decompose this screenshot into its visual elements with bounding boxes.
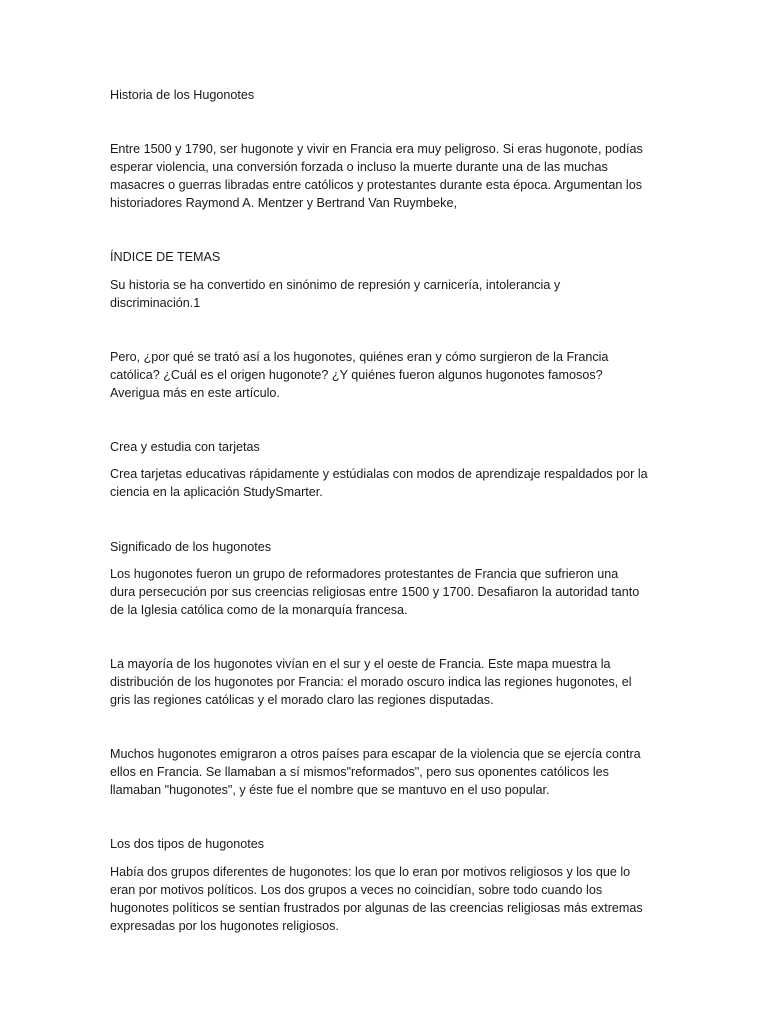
intro-line: historiadores Raymond A. Mentzer y Bertrand Van Ruymbeke, <box>110 196 457 210</box>
meaning-line: Los hugonotes fueron un grupo de reformadores protestantes de Francia que sufrieron una <box>110 567 619 581</box>
quote-line: discriminación.1 <box>110 296 201 310</box>
types-line: eran por motivos políticos. Los dos grupos a veces no coincidían, sobre todo cuando los <box>110 883 603 897</box>
emigration-line: Muchos hugonotes emigraron a otros países para escapar de la violencia que se ejercía contra <box>110 747 641 761</box>
index-heading: ÍNDICE DE TEMAS <box>110 250 221 264</box>
intro-line: esperar violencia, una conversión forzada o incluso la muerte durante una de las muchas <box>110 160 608 174</box>
cards-heading: Crea y estudia con tarjetas <box>110 440 260 454</box>
meaning-heading: Significado de los hugonotes <box>110 540 272 554</box>
types-line: hugonotes políticos se sentían frustrados por algunas de las creencias religiosas más extremas <box>110 901 643 915</box>
emigration-line: ellos en Francia. Se llamaban a sí mismos"reformados", pero sus oponentes católicos les <box>110 765 609 779</box>
types-line: expresadas por los hugonotes religiosos. <box>110 919 339 933</box>
meaning-line: dura persecución por sus creencias religiosas entre 1500 y 1700. Desafiaron la autoridad tanto <box>110 585 640 599</box>
map-line: La mayoría de los hugonotes vivían en el sur y el oeste de Francia. Este mapa muestra la <box>110 657 611 671</box>
map-line: gris las regiones católicas y el morado claro las regiones disputadas. <box>110 693 494 707</box>
questions-line: Pero, ¿por qué se trató así a los hugonotes, quiénes eran y cómo surgieron de la Francia <box>110 350 609 364</box>
cards-line: ciencia en la aplicación StudySmarter. <box>110 485 323 499</box>
types-line: Había dos grupos diferentes de hugonotes: los que lo eran por motivos religiosos y los que lo <box>110 865 631 879</box>
emigration-line: llamaban "hugonotes", y éste fue el nombre que se mantuvo en el uso popular. <box>110 783 550 797</box>
quote-line: Su historia se ha convertido en sinónimo de represión y carnicería, intolerancia y <box>110 278 561 292</box>
intro-line: Entre 1500 y 1790, ser hugonote y vivir en Francia era muy peligroso. Si eras hugonote, podías <box>110 142 643 156</box>
questions-line: católica? ¿Cuál es el origen hugonote? ¿Y quiénes fueron algunos hugonotes famosos? <box>110 368 603 382</box>
types-heading: Los dos tipos de hugonotes <box>110 837 265 851</box>
questions-line: Averigua más en este artículo. <box>110 386 280 400</box>
meaning-line: de la Iglesia católica como de la monarquía francesa. <box>110 603 408 617</box>
map-line: distribución de los hugonotes por Francia: el morado oscuro indica las regiones hugonotes, el <box>110 675 632 689</box>
document-title: Historia de los Hugonotes <box>110 88 255 102</box>
cards-line: Crea tarjetas educativas rápidamente y estúdialas con modos de aprendizaje respaldados por la <box>110 467 648 481</box>
intro-line: masacres o guerras libradas entre católicos y protestantes durante esta época. Argumentan los <box>110 178 643 192</box>
